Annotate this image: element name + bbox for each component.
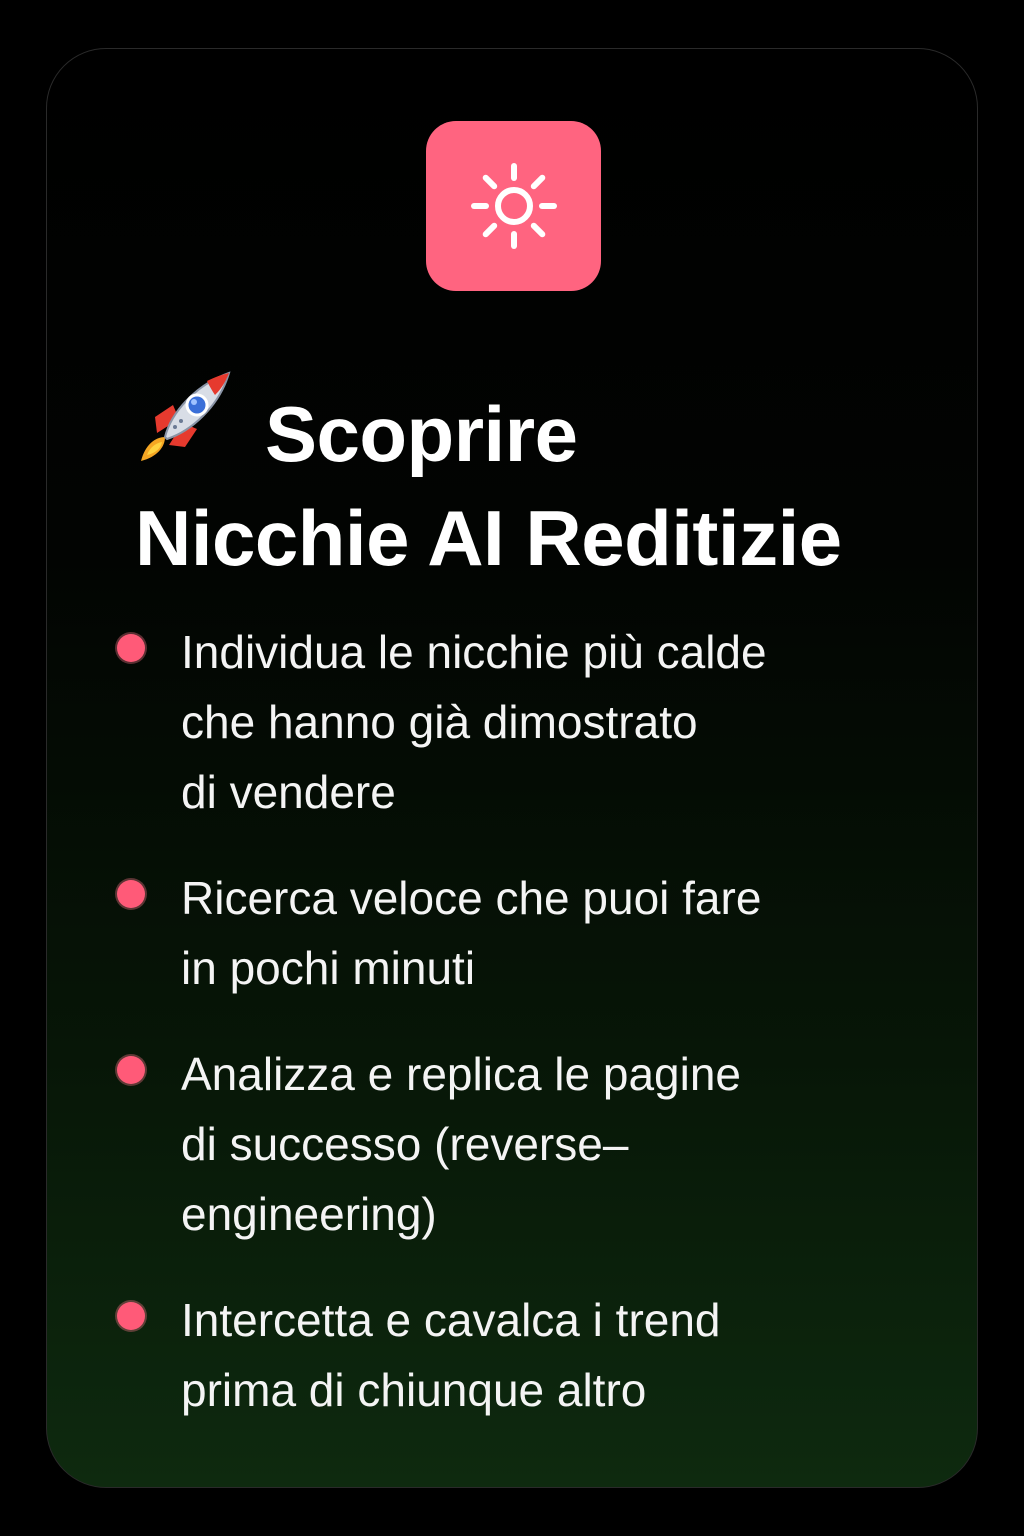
bullet-dot [117, 1056, 145, 1084]
app-icon-tile [426, 121, 601, 291]
rocket-icon [135, 367, 235, 467]
list-item-line: che hanno già dimostrato [181, 696, 698, 748]
list-item [117, 863, 937, 1003]
list-item-line: di successo (reverse– [181, 1118, 629, 1170]
list-item-line: di vendere [181, 766, 396, 818]
title-line-1-text: Scoprire [265, 390, 578, 478]
list-item-line: Intercetta e cavalca i trend [181, 1294, 721, 1346]
card-title [135, 367, 842, 590]
bullet-dot [117, 880, 145, 908]
list-item-line: engineering) [181, 1188, 437, 1240]
list-item [117, 1285, 937, 1425]
feature-card [46, 48, 978, 1488]
list-item [117, 1039, 937, 1249]
list-item [117, 617, 937, 827]
list-item-line: in pochi minuti [181, 942, 476, 994]
list-item-line: Analizza e replica le pagine [181, 1048, 742, 1100]
sun-icon [466, 158, 562, 254]
list-item-line: Individua le nicchie più calde [181, 626, 767, 678]
title-line-2: Nicchie AI Reditizie [135, 494, 842, 582]
bullet-dot [117, 1302, 145, 1330]
list-item-line: Ricerca veloce che puoi fare [181, 872, 762, 924]
bullet-dot [117, 634, 145, 662]
feature-list [117, 617, 937, 1425]
list-item-line: prima di chiunque altro [181, 1364, 647, 1416]
title-line-1 [135, 367, 842, 486]
